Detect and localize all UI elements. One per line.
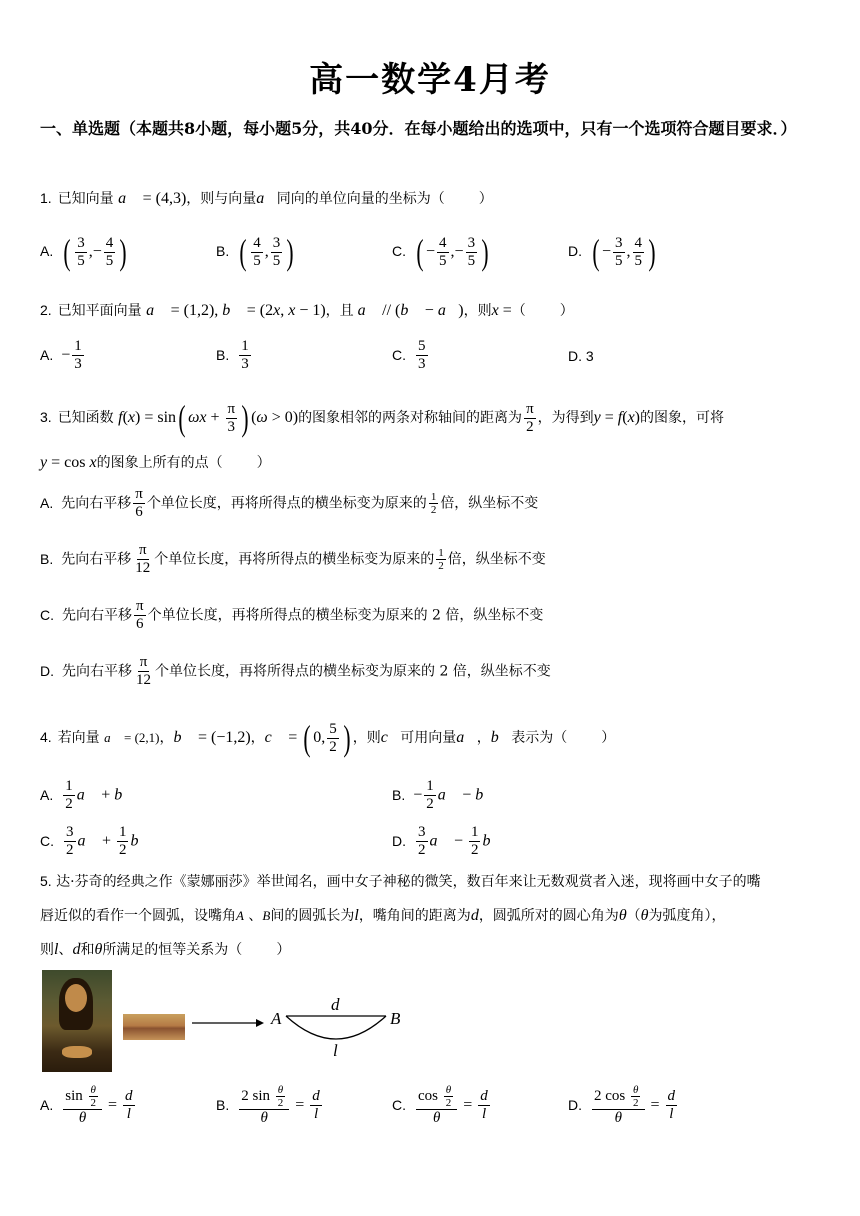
question-text: 已知向量 [57,191,114,207]
question-text: 达·芬奇的经典之作《蒙娜丽莎》举世闻名，画中女子神秘的微笑，数百年来让无数观赏者入迷，现将画中女子的嘴 [56,874,761,890]
question-text: 的图象上所有的点（ [96,455,223,471]
math-expr: x = [491,302,512,319]
option-b[interactable]: B. 先向右平移 $\frac{\pi}{12}$ 个单位长度，再将所得点的横坐标变为原来的 $\frac{1}{2}$ 倍，纵坐标不变 [40,542,546,576]
option-text: 个单位长度，再将所得点的横坐标变为原来的 2 倍，纵坐标不变 [147,607,544,624]
option-c[interactable]: C. cos $\frac{\theta}{2}$ θ = $\frac{d}{l}$ [392,1084,488,1126]
option-d[interactable]: D. 2 cos $\frac{\theta}{2}$ θ = $\frac{d}{l}$ [568,1084,676,1126]
question-number: 1. [40,190,52,206]
option-label: A. [40,494,54,511]
option-c[interactable]: C. ( − $\frac{4}{5}$ ,− $\frac{3}{5}$ ) [392,232,489,272]
question-text: ） [559,303,574,319]
question-text: 、 [58,942,73,958]
question-text: ， [159,730,174,746]
option-text: 个单位长度，再将所得点的横坐标变为原来的 2 倍，纵坐标不变 [155,663,551,680]
option-label: C. [40,606,54,623]
math-expr: f(x) = sin [118,409,177,426]
option-label: B. [216,243,230,259]
option-label: B. [392,786,406,803]
question-5-line-1 [40,864,830,899]
question-3: 3. 已知函数 f(x) = sin( ωx + $\frac{\pi}{3}$ ) (ω > 0)的图象相邻的两条对称轴间的距离为 $\frac{\pi}{2}$ ，为得到y = f(x)的图象，可将 [40,398,724,438]
option-b[interactable]: B. ( $\frac{4}{5}$ , $\frac{3}{5}$ ) [216,232,294,272]
lips-image [123,1014,185,1040]
option-text: 先向右平移 [61,551,132,568]
question-5-line-3: 则l、d和θ所满足的恒等关系为（ ） [40,941,291,958]
question-text: 为弧度角）， [648,908,726,924]
option-label: D. [40,662,54,679]
question-text: 同向的单位向量的坐标为（ [276,191,445,207]
option-d[interactable]: D. $\frac{3}{2}$ a⃗ − $\frac{1}{2}$ b⃗ [392,824,503,858]
label-a: A [271,1009,282,1028]
question-text: ） [478,191,493,207]
question-text: ，则 [352,730,381,746]
option-text: 先向右平移 [62,663,132,680]
question-text: 可用向量 [400,730,457,746]
math-expr: a⃗ = (2,1) [104,730,160,745]
question-text: ，圆弧所对的圆心角为 [478,908,619,924]
option-d[interactable]: D. 3 [568,348,594,364]
question-text: ） [601,730,616,746]
option-text: 先向右平移 [62,607,132,624]
option-a[interactable]: A. 先向右平移 $\frac{\pi}{6}$ 个单位长度，再将所得点的横坐标变为原来的 $\frac{1}{2}$ 倍，纵坐标不变 [40,486,539,520]
option-label: A. [40,1096,54,1113]
math-expr: a⃗ = (1,2), b⃗ = (2x, x − 1) [146,302,326,319]
page-title: 高一数学4月考 [309,60,551,100]
question-text: 所满足的恒等关系为（ [102,942,243,958]
label-l: l [333,1041,338,1060]
question-number: 4. [40,729,52,745]
option-label: D. [568,1096,582,1113]
option-label: A. [40,346,54,363]
arc-l [286,1016,386,1039]
math-expr: y = cos x [40,454,97,471]
option-c[interactable]: C. $\frac{3}{2}$ a⃗ + $\frac{1}{2}$ b⃗ [40,824,151,858]
math-expr: a⃗ // (b⃗ − a⃗) [357,302,464,319]
math-expr: a⃗ [118,190,139,207]
option-label: D. [392,832,406,849]
question-text: 已知平面向量 [57,303,142,319]
question-text: 表示为（ [511,730,568,746]
option-label: A. [40,786,54,803]
question-number: 5. [40,873,52,889]
option-text: 先向右平移 [61,495,132,512]
label-d: d [331,995,340,1014]
question-5-line-2: 唇近似的看作一个圆弧，设嘴角A 、B间的圆弧长为l，嘴角间的距离为d，圆弧所对的圆心角为θ（θ为弧度角）， [40,907,726,924]
question-text: ，则与向量 [186,191,257,207]
option-label: C. [392,1096,406,1113]
option-a[interactable]: A. − $\frac{1}{3}$ [40,338,82,372]
question-text: 间的圆弧长为 [270,908,355,924]
arc-diagram [186,992,416,1062]
option-label: C. [392,346,406,363]
math-expr: a⃗ [256,190,277,207]
question-text: 的图象相邻的两条对称轴间的距离为 [298,410,523,426]
question-text: 若向量 [57,730,100,746]
option-label: B. [216,346,230,363]
arrow-head [256,1019,264,1027]
question-text: ，为得到 [537,410,594,426]
question-text: ，嘴角间的距离为 [358,908,471,924]
option-label: A. [40,243,54,259]
option-b[interactable]: B. − $\frac{1}{2}$ a⃗ − b⃗ [392,778,496,812]
option-label: C. [392,243,406,259]
option-text: 个单位长度，再将所得点的横坐标变为原来的 [146,495,427,512]
question-text: （ [626,908,641,924]
option-d[interactable]: D. 先向右平移 $\frac{\pi}{12}$ 个单位长度，再将所得点的横坐标变为原来的 2 倍，纵坐标不变 [40,654,551,688]
question-text: ） [256,455,271,471]
question-text: （ [511,303,526,319]
option-a[interactable]: A. sin $\frac{\theta}{2}$ θ = $\frac{d}{l}$ [40,1084,133,1126]
mona-lisa-image [42,970,112,1072]
question-text: ） [276,942,291,958]
option-b[interactable]: B. 2 sin $\frac{\theta}{2}$ θ = $\frac{d}{l}$ [216,1084,320,1126]
question-3-line-2 [40,452,271,472]
option-d[interactable]: D. ( − $\frac{3}{5}$ , $\frac{4}{5}$ ) [568,232,656,272]
math-expr: b⃗ = (−1,2) [173,729,251,746]
math-expr: = (4,3) [138,190,187,207]
option-c[interactable]: C. $\frac{5}{3}$ [392,338,426,372]
question-text: 的图象，可将 [640,410,724,426]
option-b[interactable]: B. $\frac{1}{3}$ [216,338,249,372]
option-label: B. [216,1096,230,1113]
option-a[interactable]: A. $\frac{1}{2}$ a⃗ + b⃗ [40,778,135,812]
section-heading: 一、单选题（本题共8小题，每小题5分，共40分．在每小题给出的选项中，只有一个选项符合题目要求．） [40,119,797,138]
question-number: 3. [40,409,52,425]
option-text: 个单位长度，再将所得点的横坐标变为原来的 [154,551,435,568]
question-4: 4. 若向量 a⃗ = (2,1)，b⃗ = (−1,2)，c⃗ = ( 0, $\frac{5}{2}$ ) ，则c⃗可用向量a⃗，b⃗表示为（ ） [40,718,616,758]
question-text: 和 [80,942,95,958]
question-text: ， [476,730,491,746]
question-text: 已知函数 [57,410,114,426]
question-text: ，且 [325,303,354,319]
question-text: 则 [40,942,54,958]
math-expr: c⃗ = [264,729,302,746]
question-5 [40,864,830,967]
option-text: 倍，纵坐标不变 [440,495,539,512]
question-1 [40,188,493,208]
option-label: B. [40,550,54,567]
option-c[interactable]: C. 先向右平移 $\frac{\pi}{6}$ 个单位长度，再将所得点的横坐标变为原来的 2 倍，纵坐标不变 [40,598,544,632]
option-text: 倍，纵坐标不变 [447,551,546,568]
question-2 [40,300,574,320]
question-text: 唇近似的看作一个圆弧，设嘴角 [40,908,236,924]
option-a[interactable]: A. ( $\frac{3}{5}$ ,− $\frac{4}{5}$ ) [40,232,127,272]
question-text: ， [250,730,265,746]
math-expr: y = f(x) [593,409,640,426]
option-label: C. [40,832,54,849]
question-number: 2. [40,302,52,318]
label-b: B [390,1009,401,1028]
question-text: ，则 [463,303,492,319]
option-label: D. [568,243,582,259]
